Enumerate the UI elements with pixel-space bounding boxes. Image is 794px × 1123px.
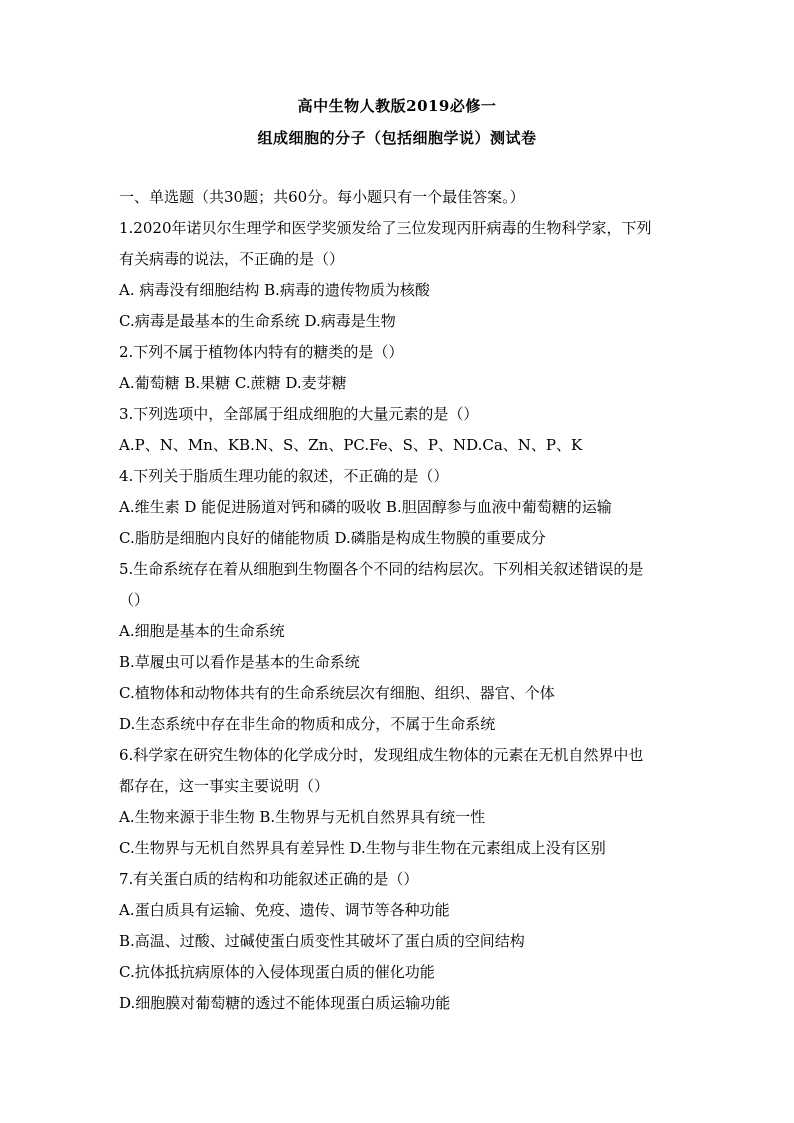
question-2-options: A.葡萄糖 B.果糖 C.蔗糖 D.麦芽糖 [119,374,347,392]
question-5-stem: 5.生命系统存在着从细胞到生物圈各个不同的结构层次。下列相关叙述错误的是 [119,560,644,578]
question-1-options-ab: A. 病毒没有细胞结构 B.病毒的遗传物质为核酸 [119,281,430,299]
question-1-stem-cont: 有关病毒的说法，不正确的是（） [119,250,345,268]
question-4-options-ab: A.维生素 D 能促进肠道对钙和磷的吸收 B.胆固醇参与血液中葡萄糖的运输 [119,498,612,516]
document-body [119,182,679,1019]
question-3-options: A.P、N、Mn、KB.N、S、Zn、PC.Fe、S、P、ND.Ca、N、P、K [119,436,583,454]
question-6-stem-cont: 都存在，这一事实主要说明（） [119,777,330,795]
question-1-stem: 1.2020年诺贝尔生理学和医学奖颁发给了三位发现丙肝病毒的生物科学家，下列 [119,219,652,237]
question-4-stem: 4.下列关于脂质生理功能的叙述，不正确的是（） [119,467,449,485]
question-3-stem: 3.下列选项中，全部属于组成细胞的大量元素的是（） [119,405,479,423]
question-7-option-d: D.细胞膜对葡萄糖的透过不能体现蛋白质运输功能 [119,994,451,1012]
question-5-option-c: C.植物体和动物体共有的生命系统层次有细胞、组织、器官、个体 [119,684,555,702]
question-7-option-c: C.抗体抵抗病原体的入侵体现蛋白质的催化功能 [119,963,435,981]
document-subtitle: 组成细胞的分子（包括细胞学说）测试卷 [257,129,537,147]
document-title: 高中生物人教版2019必修一 [297,97,497,115]
question-5-stem-cont: （） [119,591,150,609]
question-5-option-d: D.生态系统中存在非生命的物质和成分，不属于生命系统 [119,715,496,733]
question-7-stem: 7.有关蛋白质的结构和功能叙述正确的是（） [119,870,419,888]
question-5-option-a: A.细胞是基本的生命系统 [119,622,285,640]
question-5-option-b: B.草履虫可以看作是基本的生命系统 [119,653,360,671]
question-6-options-cd: C.生物界与无机自然界具有差异性 D.生物与非生物在元素组成上没有区别 [119,839,606,857]
question-7-option-a: A.蛋白质具有运输、免疫、遗传、调节等各种功能 [119,901,450,919]
question-7-option-b: B.高温、过酸、过碱使蛋白质变性其破坏了蛋白质的空间结构 [119,932,525,950]
question-2-stem: 2.下列不属于植物体内特有的糖类的是（） [119,343,404,361]
question-6-options-ab: A.生物来源于非生物 B.生物界与无机自然界具有统一性 [119,808,486,826]
section-heading: 一、单选题（共30题；共60分。每小题只有一个最佳答案。） [119,188,525,206]
question-4-options-cd: C.脂肪是细胞内良好的储能物质 D.磷脂是构成生物膜的重要成分 [119,529,546,547]
question-6-stem: 6.科学家在研究生物体的化学成分时，发现组成生物体的元素在无机自然界中也 [119,746,644,764]
question-1-options-cd: C.病毒是最基本的生命系统 D.病毒是生物 [119,312,396,330]
